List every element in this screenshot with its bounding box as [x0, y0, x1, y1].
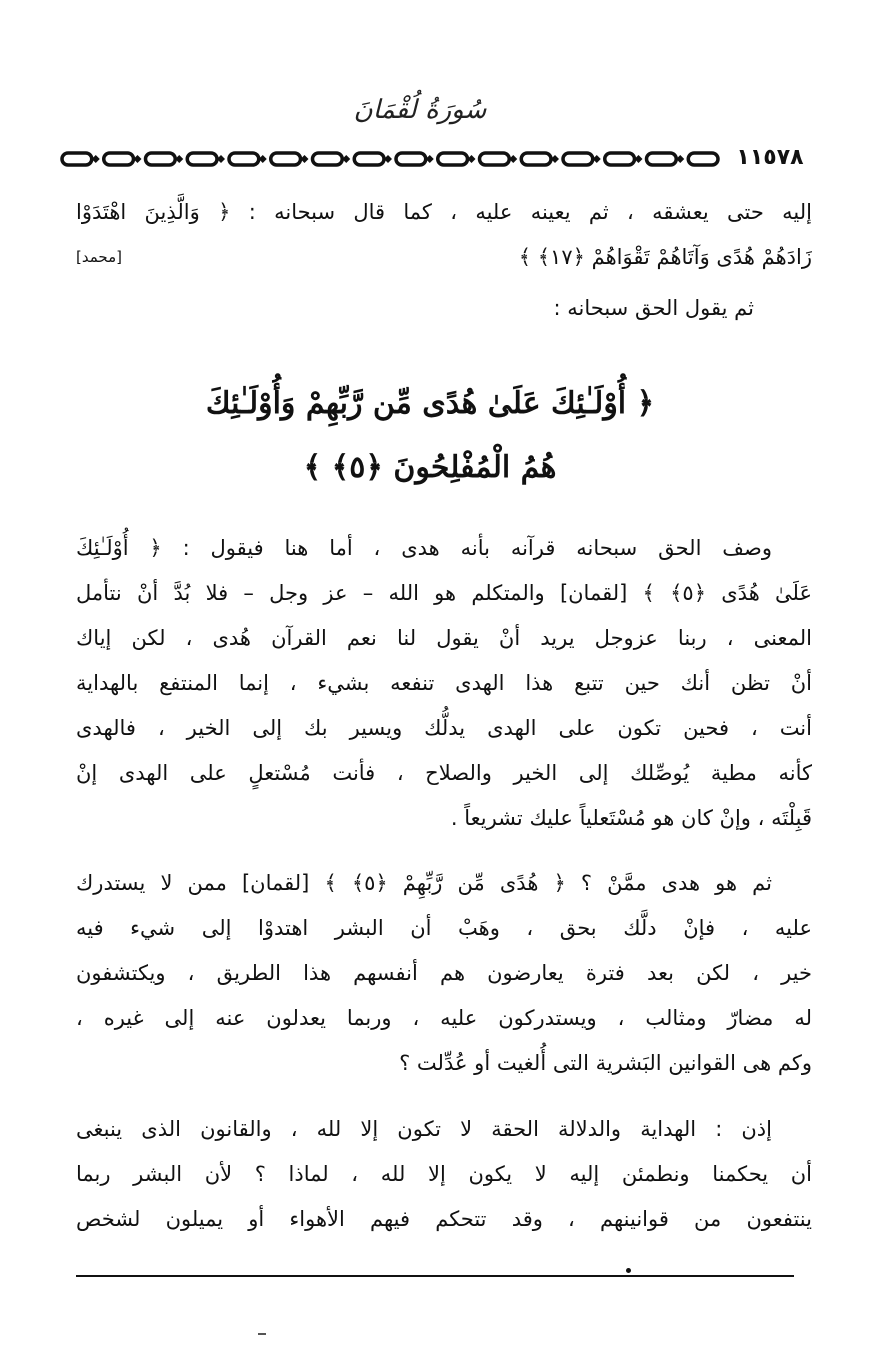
text-line: أن يحكمنا ونطمئن إليه لا يكون إلا لله ، لماذا ؟ لأن البشر ربما: [76, 1162, 812, 1186]
verse-line: هُمُ الْمُفْلِحُونَ ﴿٥﴾ ﴾: [303, 450, 557, 485]
text-line: عَلَىٰ هُدًى ﴿٥﴾ ﴾ [لقمان] والمتكلم هو الله – عز وجل – فلا بُدَّ أنْ نتأمل: [76, 581, 812, 605]
footnote-marker: [626, 1268, 631, 1273]
verse-line: ﴿ أُوْلَـٰئِكَ عَلَىٰ هُدًى مِّن رَّبِّهِمْ وَأُوْلَـٰئِكَ: [205, 386, 655, 421]
ornament-cell: [187, 153, 217, 165]
ornament-cell: [521, 153, 551, 165]
text-line: أنْ تظن أنك حين تتبع هذا الهدى تنفعه بشيء ، إنما المنتفع بالهداية: [76, 671, 812, 695]
ornament-cell: [647, 153, 677, 165]
ornament-cell: [271, 153, 301, 165]
ornament-cell: [146, 153, 176, 165]
text-line: وكم هى القوانين البَشرية التى أُلغيت أو عُدِّلت ؟: [399, 1051, 812, 1075]
ornament-cell: [62, 153, 92, 165]
ornament-cell: [605, 153, 635, 165]
text-line: له مضارّ ومثالب ، ويستدركون عليه ، وربما يعدلون عنه إلى غيره ،: [76, 1006, 812, 1030]
page-mark: [258, 1333, 266, 1335]
text-line: وصف الحق سبحانه قرآنه بأنه هدى ، أما هنا فيقول : ﴿ أُوْلَـٰئِكَ: [76, 536, 772, 560]
text-line: إليه حتى يعشقه ، ثم يعينه عليه ، كما قال سبحانه : ﴿ وَالَّذِينَ اهْتَدَوْا: [76, 200, 812, 224]
ornament-cell: [563, 153, 593, 165]
header-ornament-border: [58, 148, 726, 170]
ornament-cell: [688, 153, 718, 165]
ornament-cell: [104, 153, 134, 165]
footnote-divider: [76, 1275, 794, 1277]
ornament-cell: [438, 153, 468, 165]
text-line: ثم يقول الحق سبحانه :: [553, 296, 754, 320]
text-line: المعنى ، ربنا عزوجل يريد أنْ يقول لنا نعم القرآن هُدى ، لكن إياك: [76, 626, 812, 650]
paragraph-intro: [76, 190, 812, 331]
paragraph-commentary-3: [76, 1107, 812, 1242]
text-line: إذن : الهداية والدلالة الحقة لا تكون إلا لله ، والقانون الذى ينبغى: [76, 1117, 772, 1141]
text-line-content: زَادَهُمْ هُدًى وَآتَاهُمْ تَقْوَاهُمْ ﴿١٧﴾ ﴾: [518, 245, 812, 269]
ornament-cell: [229, 153, 259, 165]
surah-reference: [محمد]: [76, 248, 122, 266]
ornament-cell: [396, 153, 426, 165]
paragraph-commentary-2: [76, 861, 812, 1086]
ornament-cell: [480, 153, 510, 165]
ornament-cell: [313, 153, 343, 165]
text-line: خير ، لكن بعد فترة يعارضون هم أنفسهم هذا الطريق ، ويكتشفون: [76, 961, 812, 985]
paragraph-commentary-1: [76, 526, 812, 841]
text-line: ينتفعون من قوانينهم ، وقد تتحكم فيهم الأهواء أو يميلون لشخص: [76, 1207, 812, 1231]
text-line: قَبِلْتَه ، وإنْ كان هو مُسْتَعلياً عليك تشريعاً .: [450, 806, 812, 830]
text-line: عليه ، فإنْ دلَّك بحق ، وهَبْ أن البشر اهتدوْا إلى شيء فيه: [76, 916, 812, 940]
surah-title: سُورَةُ لُقْمَانَ: [353, 95, 487, 125]
text-line: كأنه مطية يُوصِّلك إلى الخير والصلاح ، فأنت مُسْتعلٍ على الهدى إنْ: [76, 761, 812, 785]
text-line: أنت ، فحين تكون على الهدى يدلُّك ويسير بك إلى الخير ، فالهدى: [76, 716, 812, 740]
page-number: ١١٥٧٨: [736, 145, 804, 170]
quran-verse: [200, 372, 660, 500]
ornament-cell: [354, 153, 384, 165]
text-line: [76, 235, 812, 280]
text-line: ثم هو هدى ممَّنْ ؟ ﴿ هُدًى مِّن رَّبِّهِمْ ﴿٥﴾ ﴾ [لقمان] ممن لا يستدرك: [76, 871, 772, 895]
